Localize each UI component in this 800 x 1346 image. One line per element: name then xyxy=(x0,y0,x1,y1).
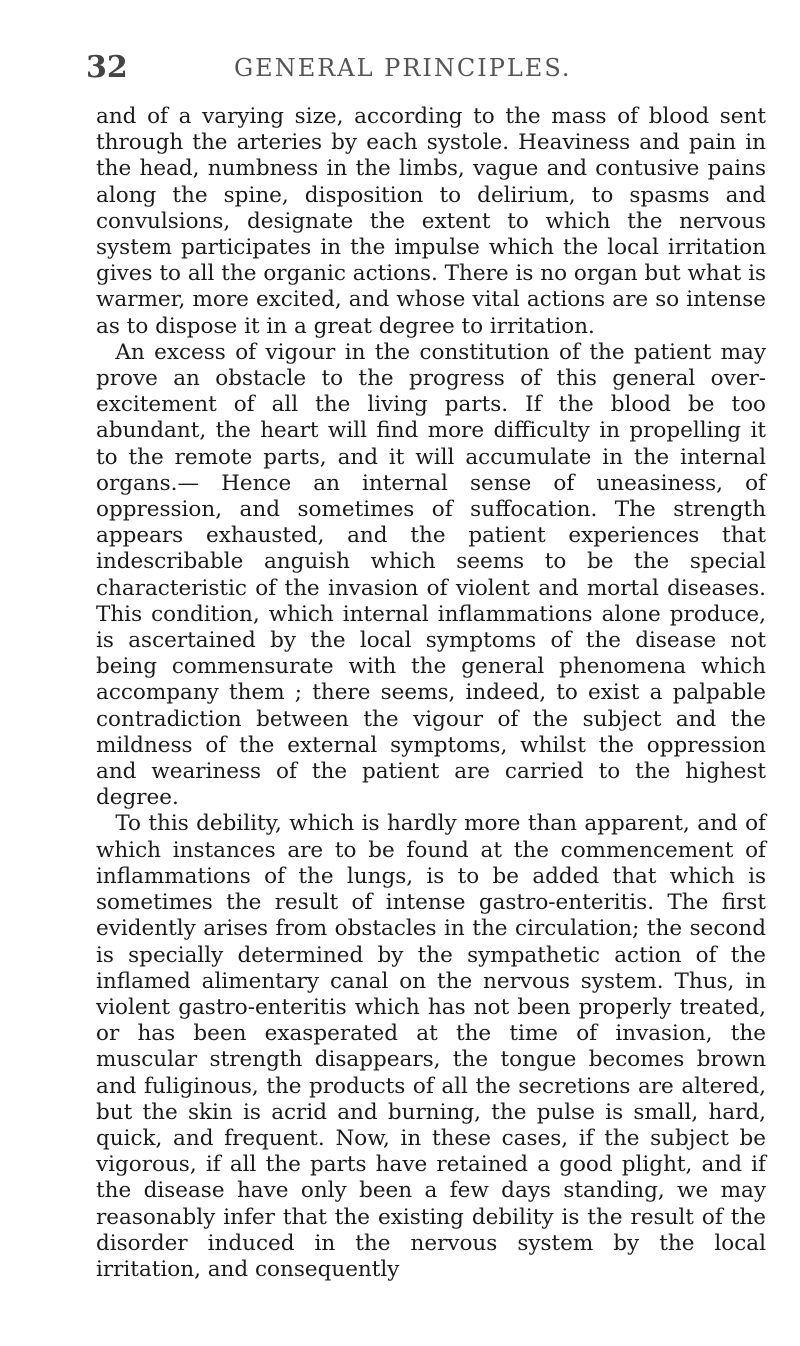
paragraph: and of a varying size, according to the mass of blood sent through the arteries by each systole. Heaviness and pain in the head, numbness in the limbs, vague and contusive pains along the spine, disposition to delirium, to spasms and convulsions, designate the extent to which the nervous system participates in the impulse which the local irritation gives to all the organic actions. There is no organ but what is warmer, more excited, and whose vital actions are so intense as to dispose it in a great degree to irritation. xyxy=(96,104,766,339)
paragraph: To this debility, which is hardly more than apparent, and of which instances are to be found at the commencement of inflammations of the lungs, is to be added that which is sometimes the result of intense gastro-enteritis. The first evidently arises from obstacles in the circulation; the second is specially determined by the sympathetic action of the inflamed alimentary canal on the nervous system. Thus, in violent gastro-enteritis which has not been properly treated, or has been exasperated at the time of invasion, the muscular strength disappears, the tongue becomes brown and fuliginous, the products of all the secretions are altered, but the skin is acrid and burning, the pulse is small, hard, quick, and frequent. Now, in these cases, if the subject be vigorous, if all the parts have retained a good plight, and if the disease have only been a few days standing, we may reasonably infer that the existing debility is the result of the disorder induced in the nervous system by the local irritation, and consequently xyxy=(96,811,766,1282)
body-text xyxy=(96,104,766,1283)
page-number: 32 xyxy=(86,50,128,85)
running-header xyxy=(86,50,766,90)
running-title: GENERAL PRINCIPLES. xyxy=(234,54,572,82)
paragraph: An excess of vigour in the constitution of the patient may prove an obstacle to the progress of this general over-excitement of all the living parts. If the blood be too abundant, the heart will find more difficulty in propelling it to the remote parts, and it will accumulate in the internal organs.— Hence an internal sense of uneasiness, of oppression, and sometimes of suffocation. The strength appears exhausted, and the patient experiences that indescribable anguish which seems to be the special characteristic of the invasion of violent and mortal diseases. This condition, which internal inflammations alone produce, is ascertained by the local symptoms of the disease not being commensurate with the general phenomena which accompany them ; there seems, indeed, to exist a palpable contradiction between the vigour of the subject and the mildness of the external symptoms, whilst the oppression and weariness of the patient are carried to the highest degree. xyxy=(96,339,766,811)
